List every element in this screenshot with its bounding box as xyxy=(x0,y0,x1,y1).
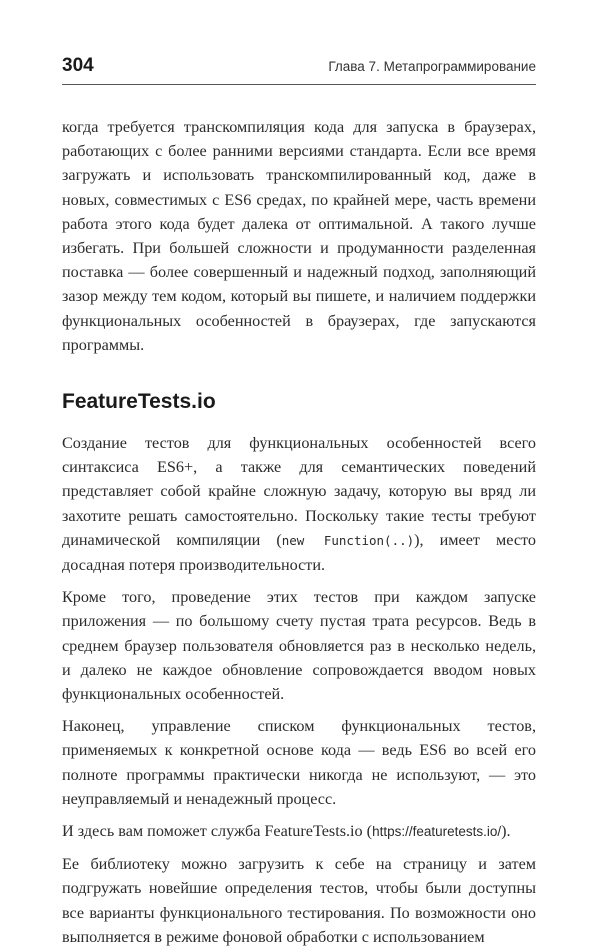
paragraph-4: Наконец, управление списком функциональных тестов, применяемых к конкретной основе кода — ведь ES6 во всей его полноте программы практически никогда не используют, — это неуправляемый и ненадежный процесс. xyxy=(62,717,536,808)
paragraph-5-text-b: ). xyxy=(501,822,511,841)
page-header xyxy=(62,55,536,81)
paragraph-2-text-b: ), имеет место досадная потеря производительности. xyxy=(62,530,536,575)
section-heading: FeatureTests.io xyxy=(62,390,216,414)
featuretests-link[interactable]: https://featuretests.io/ xyxy=(372,824,502,840)
paragraph-3: Кроме того, проведение этих тестов при каждом запуске приложения — по большому счету пустая трата ресурсов. Ведь в среднем браузер пользователя обновляется раз в несколько недель, и далеко не каждое обновление сопровождается вводом новых функциональных особенностей. xyxy=(62,588,536,704)
paragraph-1: когда требуется транскомпиляция кода для запуска в браузерах, работающих с более ранними версиями стандарта. Если все время загружать и использовать транскомпилированный код, даже в новых, совместимых с ES6 средах, по крайней мере, часть времени работа этого кода будет далека от оптимальной. А такого лучше избегать. При большей сложности и продуманности разделенная поставка — более совершенный и надежный подход, заполняющий зазор между тем кодом, который вы пишете, и наличием поддержки функциональных особенностей в браузерах, где запускаются программы. xyxy=(62,118,536,354)
paragraph-6: Ее библиотеку можно загрузить к себе на страницу и затем подгружать новейшие определения тестов, чтобы были доступны все варианты функционального тестирования. По возможности оно выполняется в режиме фоновой обработки с использованием xyxy=(62,855,536,946)
paragraph-2-text-a: Создание тестов для функциональных особенностей всего синтаксиса ES6+, а также для семантических поведений представляет собой крайне сложную задачу, которую вы вряд ли захотите решать самостоятельно. Поскольку такие тесты требуют динамической компиляции ( xyxy=(62,434,536,549)
header-rule xyxy=(62,84,536,85)
inline-code: new Function(..) xyxy=(281,532,415,548)
paragraph-5-text-a: И здесь вам поможет служба FeatureTests.io ( xyxy=(62,822,373,841)
page-body xyxy=(62,115,536,949)
chapter-title: Глава 7. Метапрограммирование xyxy=(328,59,536,74)
paragraph-5 xyxy=(62,819,536,844)
paragraph-2 xyxy=(62,431,536,577)
page-number: 304 xyxy=(62,55,94,76)
